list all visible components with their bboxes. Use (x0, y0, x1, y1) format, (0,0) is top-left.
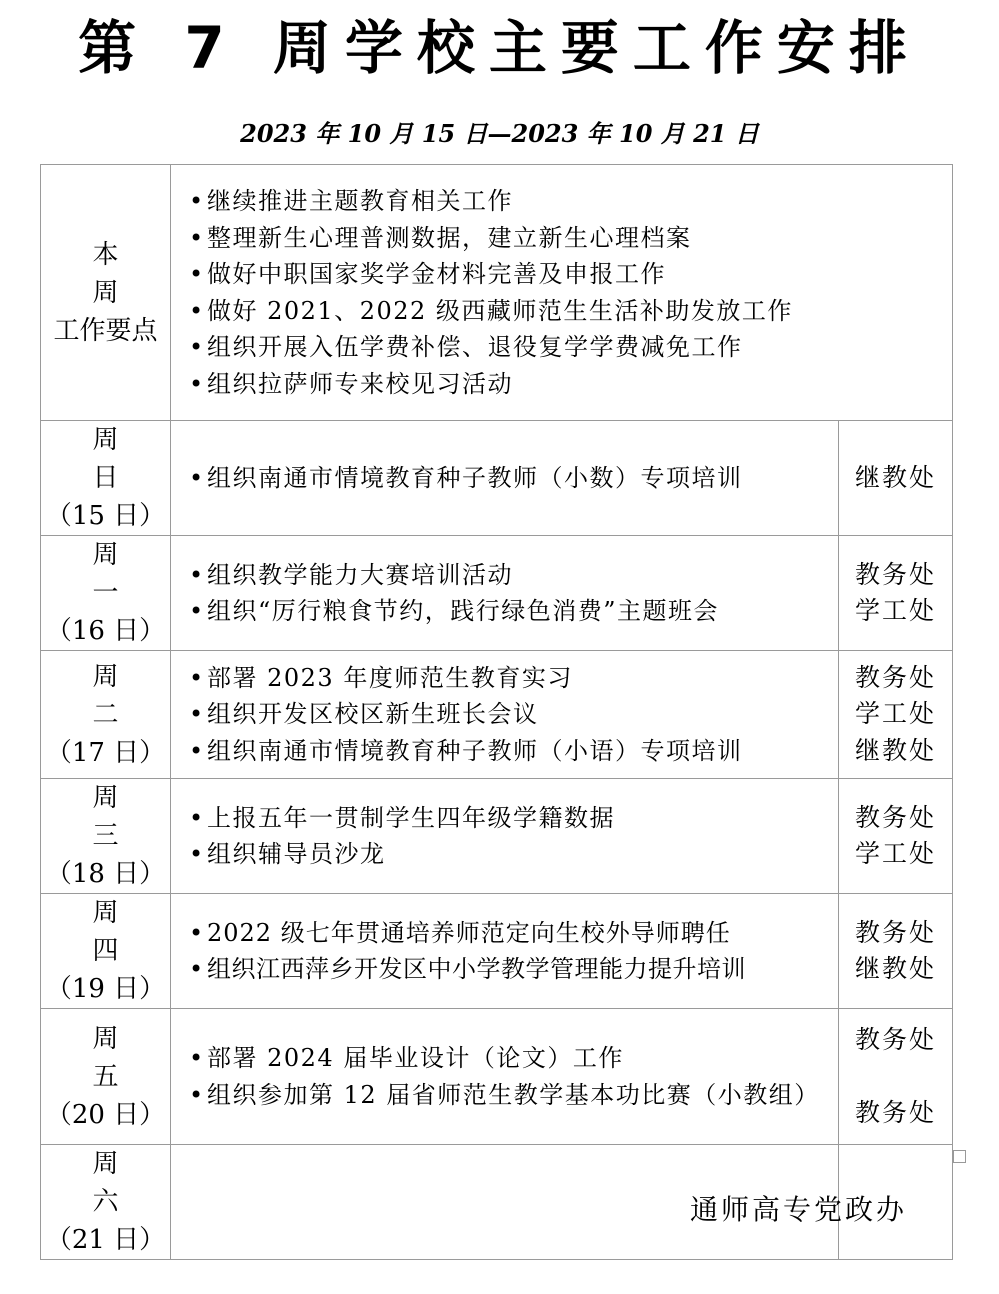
day-cell (41, 894, 171, 1009)
dept-cell (839, 421, 953, 536)
task-item: • 组织江西萍乡开发区中小学教学管理能力提升培训 (187, 951, 830, 988)
day-date: （19 日） (45, 974, 166, 1004)
task-item: • 2022 级七年贯通培养师范定向生校外导师聘任 (187, 915, 830, 952)
day-cell (41, 1009, 171, 1145)
tasks-cell (171, 651, 839, 779)
task-item: • 组织“厉行粮食节约，践行绿色消费”主题班会 (187, 593, 830, 630)
day-date: （16 日） (45, 616, 166, 646)
schedule-table (40, 164, 953, 1260)
day-date: （18 日） (45, 859, 166, 889)
tasks-cell (171, 536, 839, 651)
task-item: • 上报五年一贯制学生四年级学籍数据 (187, 800, 830, 837)
day-date: （20 日） (45, 1099, 166, 1130)
dept-cell (839, 651, 953, 779)
day-cell (41, 1145, 171, 1260)
day-name: 周日 (92, 425, 147, 493)
dept-name: 继教处 (855, 735, 937, 765)
tasks-cell (171, 779, 839, 894)
day-row-thursday (41, 894, 953, 1009)
key-points-label (41, 165, 171, 421)
day-row-tuesday (41, 651, 953, 779)
task-item: • 组织参加第 12 届省师范生教学基本功比赛（小教组） (187, 1077, 830, 1114)
day-row-monday (41, 536, 953, 651)
key-point-item: • 整理新生心理普测数据，建立新生心理档案 (187, 220, 944, 257)
task-item: • 组织教学能力大赛培训活动 (187, 557, 830, 594)
dept-spacer (839, 1059, 952, 1095)
dept-cell (839, 1009, 953, 1145)
key-point-item: • 组织开展入伍学费补偿、退役复学学费减免工作 (187, 329, 944, 366)
key-points-cell (171, 165, 953, 421)
day-name: 周二 (92, 661, 147, 730)
dept-name: 学工处 (855, 596, 937, 625)
tasks-cell (171, 421, 839, 536)
key-point-item: • 做好中职国家奖学金材料完善及申报工作 (187, 256, 944, 293)
day-cell (41, 421, 171, 536)
key-points-list (171, 183, 952, 402)
key-points-label-line1: 本周 (92, 239, 147, 308)
day-date: （21 日） (45, 1225, 166, 1255)
dept-name: 教务处 (855, 917, 937, 947)
day-date: （17 日） (45, 737, 166, 768)
dept-name: 教务处 (855, 802, 937, 832)
task-item: • 部署 2023 年度师范生教育实习 (187, 660, 830, 697)
day-name: 周五 (92, 1023, 147, 1092)
task-item: • 部署 2024 届毕业设计（论文）工作 (187, 1040, 830, 1077)
key-points-row (41, 165, 953, 421)
day-cell (41, 651, 171, 779)
day-row-sunday (41, 421, 953, 536)
date-range: 2023 年 10 月 15 日—2023 年 10 月 21 日 (240, 119, 759, 148)
task-item: • 组织南通市情境教育种子教师（小数）专项培训 (187, 460, 830, 497)
day-cell (41, 779, 171, 894)
tasks-cell (171, 894, 839, 1009)
dept-cell (839, 894, 953, 1009)
day-date: （15 日） (45, 501, 166, 531)
day-row-friday (41, 1009, 953, 1145)
dept-name: 学工处 (855, 839, 937, 868)
task-item: • 组织南通市情境教育种子教师（小语）专项培训 (187, 733, 830, 770)
dept-cell (839, 536, 953, 651)
dept-name: 学工处 (855, 699, 937, 729)
key-points-label-line2: 工作要点 (53, 315, 158, 346)
page-title: 第 7 周学校主要工作安排 (78, 14, 921, 82)
day-name: 周三 (92, 783, 147, 851)
dept-name: 教务处 (855, 1025, 937, 1054)
dept-name: 教务处 (855, 662, 937, 692)
task-item: • 组织开发区校区新生班长会议 (187, 696, 830, 733)
day-cell (41, 536, 171, 651)
key-point-item: • 继续推进主题教育相关工作 (187, 183, 944, 220)
day-name: 周四 (92, 898, 147, 966)
tasks-cell (171, 1009, 839, 1145)
day-row-wednesday (41, 779, 953, 894)
table-resize-handle[interactable] (953, 1150, 966, 1163)
day-name: 周六 (92, 1149, 147, 1217)
day-name: 周一 (92, 540, 147, 608)
dept-cell (839, 779, 953, 894)
issuer-signature: 通师高专党政办 (690, 1193, 908, 1226)
task-item: • 组织辅导员沙龙 (187, 836, 830, 873)
dept-name: 教务处 (855, 1097, 937, 1127)
key-point-item: • 组织拉萨师专来校见习活动 (187, 366, 944, 403)
key-point-item: • 做好 2021、2022 级西藏师范生生活补助发放工作 (187, 293, 944, 330)
dept-name: 继教处 (855, 954, 937, 983)
dept-name: 继教处 (855, 462, 937, 492)
dept-name: 教务处 (855, 559, 937, 589)
